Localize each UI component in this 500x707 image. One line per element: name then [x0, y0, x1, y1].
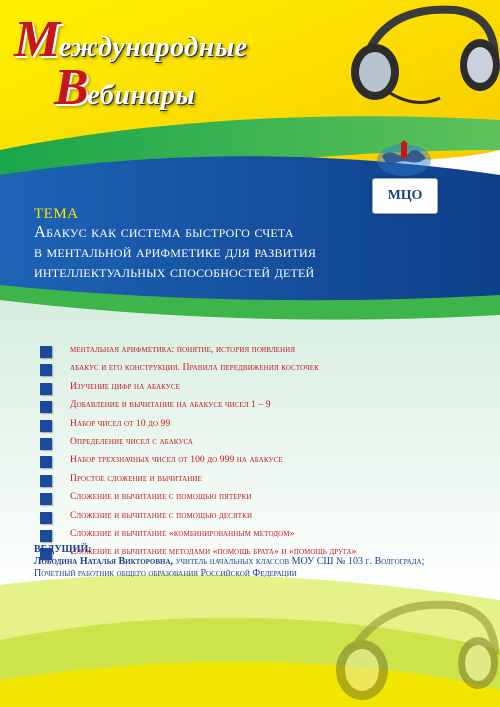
list-item-text: Сложение и вычитание «комбинированным методом» [70, 528, 295, 539]
list-item-text: Определение чисел с абакуса [70, 436, 194, 447]
topic-line: в ментальной арифметике для развития [34, 242, 317, 261]
list-item-text: Добавление и вычитание на абакусе чисел 1 – 9 [70, 400, 271, 411]
bullet-square-icon [40, 438, 52, 450]
title-line-2 [54, 59, 354, 116]
bullet-square-icon [40, 364, 52, 376]
list-item-text: Сложение и вычитание с помощью десятки [70, 510, 253, 521]
list-item-text: Набор чисел от 10 до 99 [70, 418, 171, 429]
world-map-icon [376, 140, 432, 178]
mco-logo: МЦО [372, 178, 438, 214]
title-rest-2: ебинары [87, 80, 196, 111]
title-rest-1: еждународные [58, 32, 248, 63]
bullet-square-icon [40, 420, 52, 432]
bullet-square-icon [40, 512, 52, 524]
list-item-text: Сложение и вычитание методами «помощь брата» и «помощь друга» [70, 547, 357, 558]
host-details [34, 556, 464, 580]
list-item [40, 491, 490, 509]
bullet-square-icon [40, 456, 52, 468]
topic-label: ТЕМА [34, 206, 79, 222]
list-item-text: Изучение цифр на абакусе [70, 381, 180, 392]
list-item [40, 473, 490, 491]
host-name: Лободина Наталья Викторовна, [34, 556, 174, 567]
topic-line: интеллектуальных способностей детей [34, 262, 315, 281]
bullet-square-icon [40, 475, 52, 487]
headphones-icon [345, 0, 500, 115]
bullet-square-icon [40, 493, 52, 505]
host-label: ВЕДУЩИЙ: [34, 544, 92, 555]
title-line-1 [14, 11, 354, 68]
host-info [34, 544, 464, 580]
list-item [40, 344, 490, 362]
title-initial-2: В [54, 59, 90, 116]
list-item [40, 454, 490, 472]
topic-title [34, 222, 484, 282]
host-description: учитель начальных классов МОУ СШ № 103 г. Волгограда; Почетный работник общего образования Российской Федерации [34, 556, 425, 579]
headphones-icon [330, 595, 500, 707]
list-item [40, 381, 490, 399]
page-title [14, 11, 354, 116]
list-item-text: Набор трехзначных чисел от 100 до 999 на абакусе [70, 455, 283, 466]
title-initial-1: М [14, 11, 61, 68]
list-item-text: ментальная арифметика: понятие, история появления [70, 345, 296, 355]
bullet-square-icon [40, 346, 52, 358]
agenda-list [40, 344, 490, 565]
list-item [40, 510, 490, 528]
list-item-text: Сложение и вычитание с помощью пятерки [70, 492, 252, 503]
list-item-text: Простое сложение и вычитание [70, 473, 202, 484]
list-item [40, 418, 490, 436]
list-item [40, 362, 490, 380]
list-item-text: абакус и его конструкция. Правила передвижения косточек [70, 363, 319, 374]
bullet-square-icon [40, 383, 52, 395]
bullet-square-icon [40, 401, 52, 413]
bullet-square-icon [40, 530, 52, 542]
topic-line: Абакус как система быстрого счета [34, 222, 294, 241]
list-item [40, 436, 490, 454]
list-item [40, 399, 490, 417]
